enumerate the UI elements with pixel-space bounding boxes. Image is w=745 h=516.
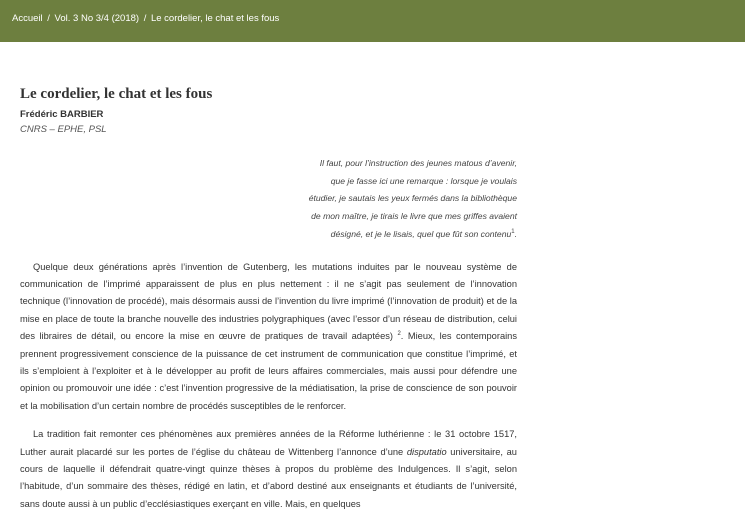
paragraph-2-rest: universitaire, au cours de laquelle il défendrait quatre-vingt quinze thèses à propos du problème des Indulgences. Il s’agit, selon l’habitude, d’un sommaire des thèses, rédigé en latin, et d’abord destiné aux enseignants et étudiants de l’université, sans doute aussi à un public d’ecclésiastiques exerçant en ville. Mais, en quelques [20,446,517,509]
article-author: Frédéric BARBIER [20,109,104,120]
epigraph [267,155,517,244]
epigraph-line: Il faut, pour l’instruction des jeunes matous d’avenir, [319,158,517,168]
article-body [20,86,517,516]
paragraph-1-rest: . Mieux, les contemporains prennent progressivement conscience de la puissance de cet instrument de communication que constitue l’imprimé, et ils s’emploient à l’exploiter et à le développer au profit de leurs affaires commerciales, mais aussi pour défendre une opinion ou promouvoir une idée : c’est l’invention progressive de la médiatisation, la prise de conscience de son pouvoir et la mobilisation d’un certain nombre de procédés susceptibles de le renforcer. [20,331,517,411]
author-affiliation: CNRS – EPHE, PSL [20,124,107,135]
breadcrumb-issue-link[interactable]: Vol. 3 No 3/4 (2018) [54,13,140,24]
paragraph-2 [20,426,517,513]
footnote-ref-2[interactable]: 2 [397,331,401,338]
footnote-ref-1[interactable]: 1 [511,228,515,235]
article-title: Le cordelier, le chat et les fous [20,86,213,102]
breadcrumb-separator: / [143,13,147,24]
epigraph-end-punct: . [514,228,517,239]
epigraph-line-last [267,226,517,244]
paragraph-2-text: La tradition fait remonter ces phénomènes aux premières années de la Réforme luthérienne : le 31 octobre 1517, Luther aurait placardé sur les portes de l’église du château de Wittenberg l’annonce d’une [20,429,517,457]
paragraph-1-text: Quelque deux générations après l’invention de Gutenberg, les mutations induites par le nouveau système de communication de l’imprimé apparaissent de plus en plus nettement : il ne s’agit pas seulement de l’innovation technique (l’innovation de procédé), mais désormais aussi de l’invention du livre imprimé (l’innovation de produit) et de la mise en place de toute la branche nouvelle des industries polygraphiques (avec l’essor d’un réseau de distribution, celui des libraires de détail, ou encore la mise en œuvre de pratiques de travail adaptées) [20,261,517,342]
epigraph-line: étudier, je sautais les yeux fermés dans la bibliothèque [308,193,517,204]
breadcrumb-home-link[interactable]: Accueil [12,13,43,24]
epigraph-line: que je fasse ici une remarque : lorsque je voulais [330,175,517,186]
top-bar [0,0,745,42]
paragraph-1 [20,259,517,416]
epigraph-line: de mon maître, je tirais le livre que mes griffes avaient [311,211,517,222]
epigraph-line: désigné, et je le lisais, quel que fût son contenu [330,228,512,239]
paragraph-2-emphasis: disputatio [406,446,447,457]
breadcrumb-current: Le cordelier, le chat et les fous [150,13,280,24]
breadcrumb-separator: / [47,13,50,24]
breadcrumb [12,13,279,24]
